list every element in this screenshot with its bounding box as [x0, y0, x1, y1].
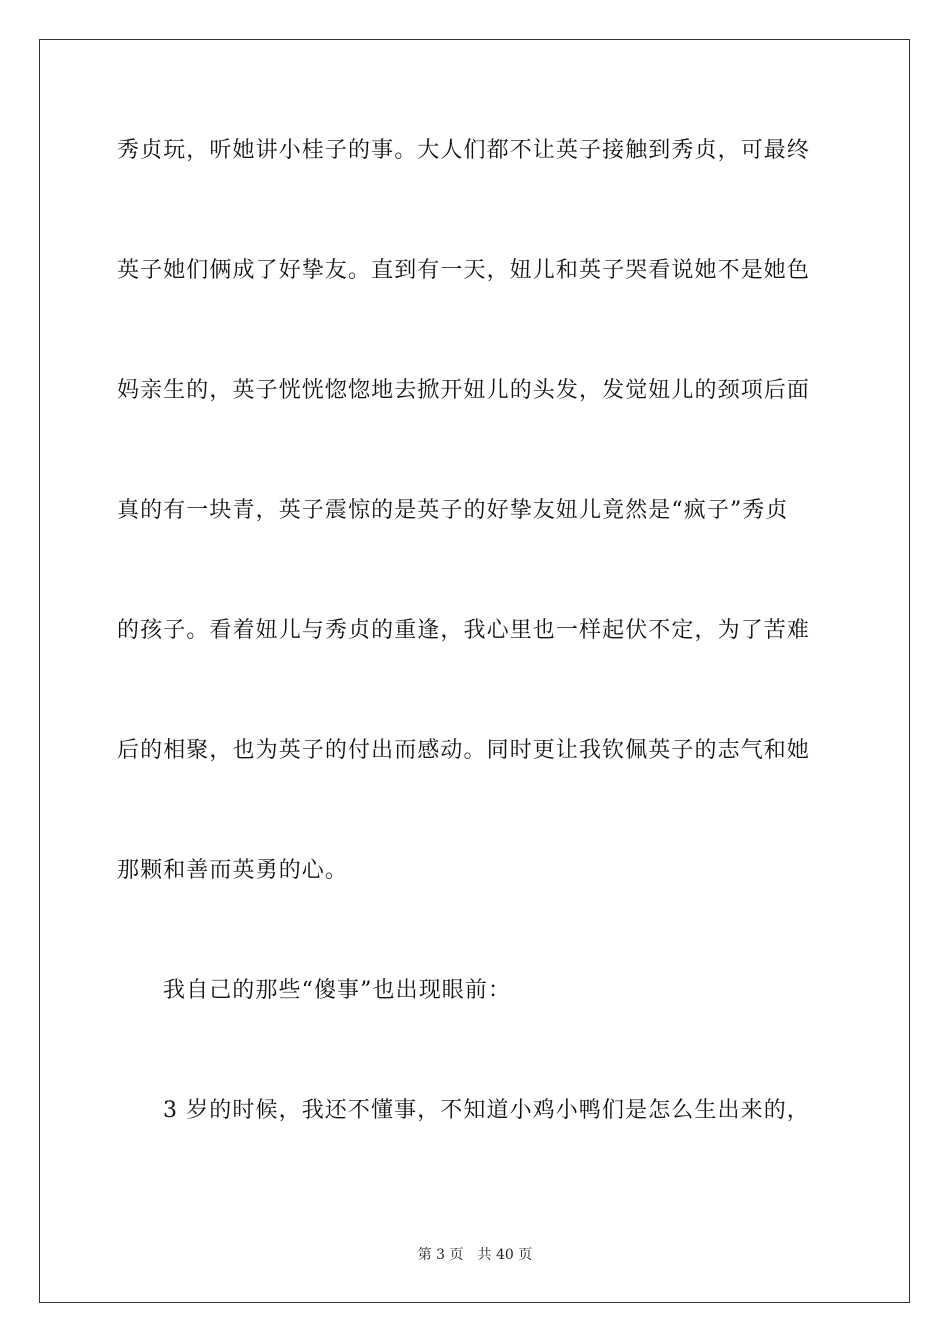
paragraph-line: 3 岁的时候，我还不懂事，不知道小鸡小鸭们是怎么生出来的， — [163, 1098, 810, 1123]
paragraph-line: 那颗和善而英勇的心。 — [117, 858, 349, 883]
page-number: 第 3 页 — [417, 1247, 464, 1263]
paragraph-line: 秀贞玩，听她讲小桂子的事。大人们都不让英子接触到秀贞，可最终 — [117, 138, 811, 163]
page-footer — [0, 1246, 950, 1264]
paragraph-line: 的孩子。看着妞儿与秀贞的重逢，我心里也一样起伏不定，为了苦难 — [117, 618, 811, 643]
paragraph-line: 英子她们俩成了好挚友。直到有一天，妞儿和英子哭看说她不是她色 — [117, 258, 811, 283]
paragraph-line: 真的有一块青，英子震惊的是英子的好挚友妞儿竟然是“疯子”秀贞 — [117, 498, 789, 523]
paragraph-line: 妈亲生的，英子恍恍惚惚地去掀开妞儿的头发，发觉妞儿的颈项后面 — [117, 378, 811, 403]
paragraph-line: 后的相聚，也为英子的付出而感动。同时更让我钦佩英子的志气和她 — [117, 738, 811, 763]
page-total: 共 40 页 — [477, 1247, 533, 1263]
paragraph-line: 我自己的那些“傻事”也出现眼前： — [163, 978, 512, 1003]
